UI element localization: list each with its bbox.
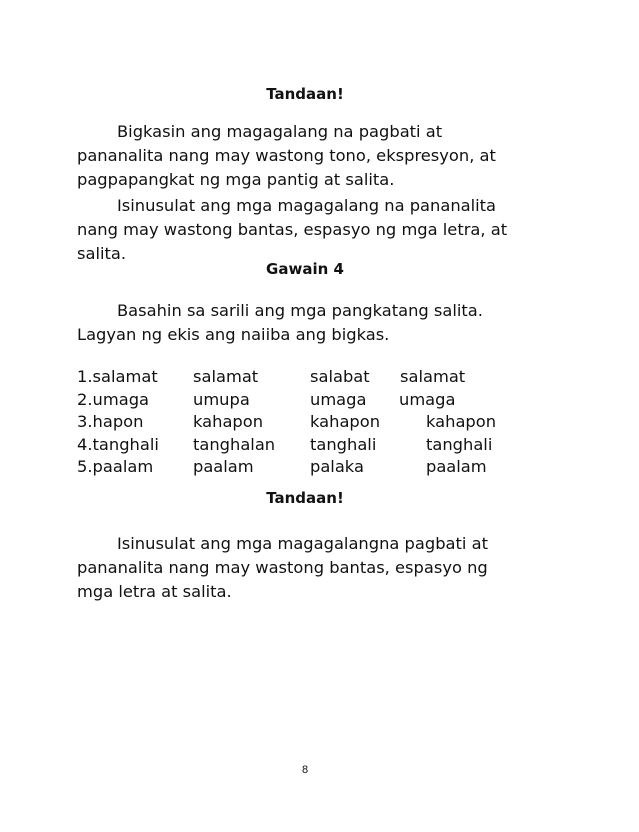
word-cell: salamat bbox=[400, 367, 466, 386]
page-number: 8 bbox=[301, 764, 309, 776]
text-line: nang may wastong bantas, espasyo ng mga letra, at bbox=[77, 220, 508, 239]
text-line: Bigkasin ang magagalang na pagbati at bbox=[117, 122, 443, 141]
word-cell: salabat bbox=[310, 367, 370, 386]
word-cell: 3.hapon bbox=[77, 412, 144, 431]
text-line: pananalita nang may wastong bantas, espasyo ng bbox=[77, 558, 488, 577]
word-cell: 4.tanghali bbox=[77, 434, 159, 454]
text-line: pagpapangkat ng mga pantig at salita. bbox=[77, 170, 395, 189]
word-cell: umupa bbox=[193, 389, 250, 409]
word-cell: 2.umaga bbox=[77, 389, 150, 409]
word-cell: tanghali bbox=[310, 434, 377, 454]
word-cell: kahapon bbox=[426, 412, 497, 431]
word-cell: 1.salamat bbox=[77, 367, 158, 386]
word-cell: 5.paalam bbox=[77, 457, 154, 476]
word-cell: umaga bbox=[310, 389, 367, 409]
word-cell: paalam bbox=[193, 457, 254, 476]
section-title-tandaan-2: Tandaan! bbox=[266, 489, 344, 507]
word-cell: kahapon bbox=[310, 412, 381, 431]
text-line: mga letra at salita. bbox=[77, 582, 232, 601]
text-line: pananalita nang may wastong tono, ekspresyon, at bbox=[77, 146, 496, 165]
gawain-instructions bbox=[77, 299, 547, 347]
word-cell: tanghalan bbox=[193, 434, 276, 454]
word-cell: tanghali bbox=[426, 434, 493, 454]
section-title-gawain-4: Gawain 4 bbox=[266, 260, 344, 278]
text-line: Basahin sa sarili ang mga pangkatang salita. bbox=[117, 301, 483, 320]
text-line: salita. bbox=[77, 244, 127, 263]
word-cell: salamat bbox=[193, 367, 259, 386]
section-title-tandaan-1: Tandaan! bbox=[266, 85, 344, 103]
tandaan-paragraph-1 bbox=[77, 120, 547, 192]
word-cell: paalam bbox=[426, 457, 487, 476]
text-line: Isinusulat ang mga magagalang na pananalita bbox=[117, 196, 497, 215]
text-line: Isinusulat ang mga magagalangna pagbati at bbox=[117, 534, 488, 553]
tandaan-paragraph-3 bbox=[77, 532, 547, 604]
text-line: Lagyan ng ekis ang naiiba ang bigkas. bbox=[77, 325, 390, 344]
word-cell: kahapon bbox=[193, 412, 264, 431]
tandaan-paragraph-2 bbox=[77, 194, 547, 266]
word-cell: palaka bbox=[310, 457, 364, 476]
word-cell: umaga bbox=[399, 389, 456, 409]
